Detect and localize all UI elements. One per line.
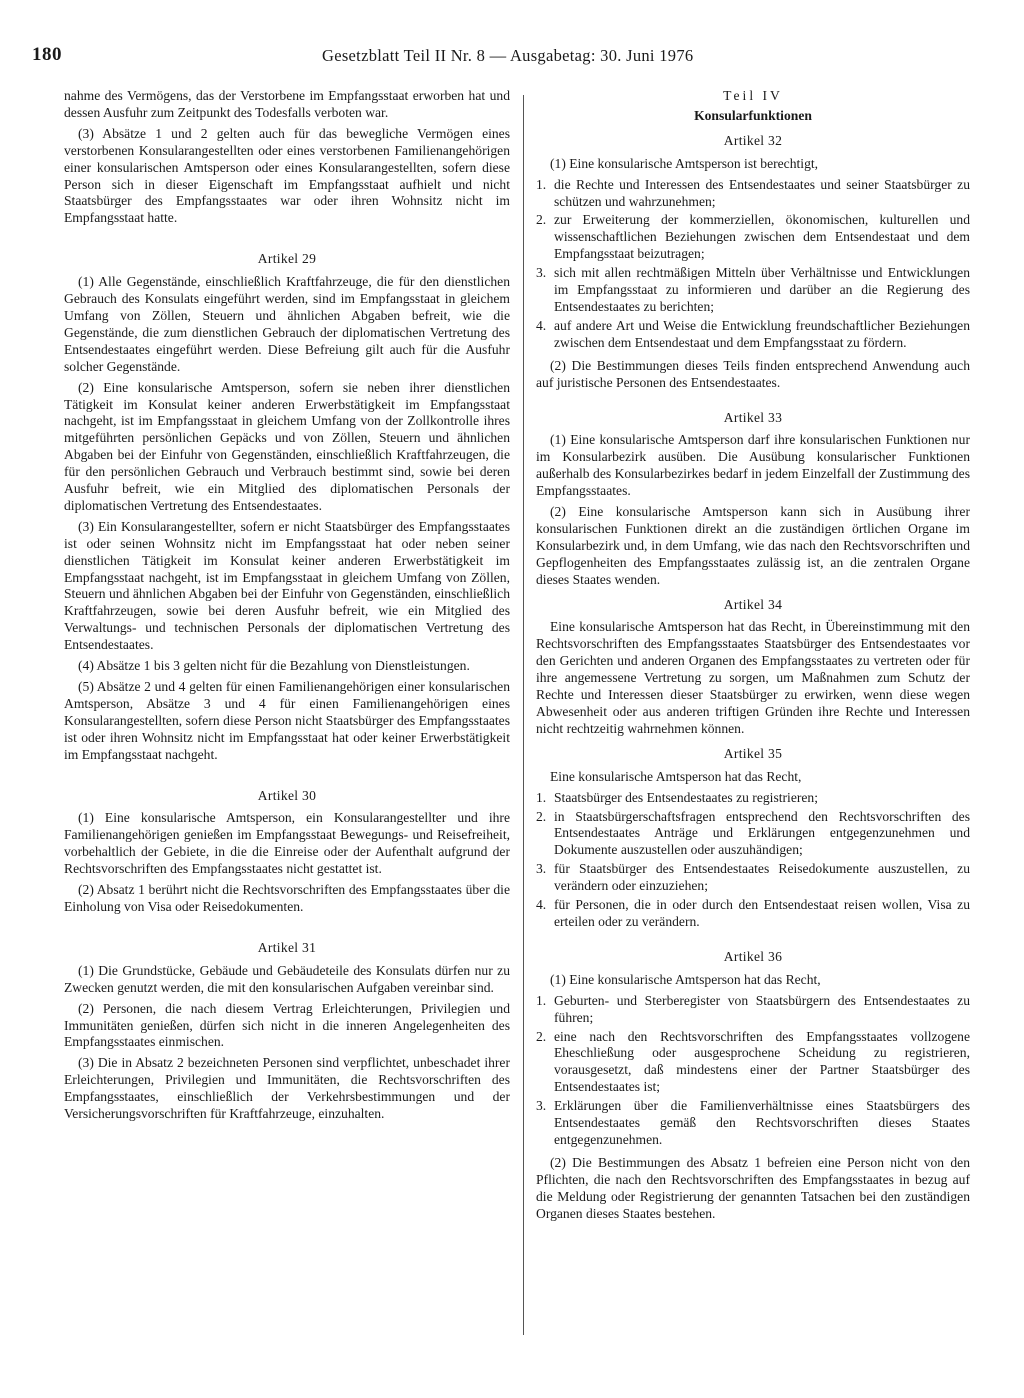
list-item-number: 2. — [536, 212, 547, 228]
paragraph: (3) Die in Absatz 2 bezeichneten Personen sind verpflichtet, unbeschadet ihrer Erleichterungen, Privilegien und Immunitäten, die Rechtsvorschriften des Empfangsstaates, einschließlich der Verkehrsbestimmungen und der Versicherungsvorschriften für Kraftfahrzeuge, einzuhalten. — [64, 1055, 510, 1122]
paragraph: Eine konsularische Amtsperson hat das Recht, — [550, 768, 802, 784]
article-heading: Artikel 32 — [723, 132, 783, 148]
list-item-text: sich mit allen rechtmäßigen Mitteln über Verhältnisse und Entwicklungen im Empfangsstaat zu informieren und darüber an die Regierung des Entsendestaates zu berichten; — [554, 265, 970, 314]
list-item — [536, 809, 970, 860]
article-heading: Artikel 34 — [723, 596, 783, 612]
list-item-number: 3. — [536, 861, 547, 877]
list-item-text: die Rechte und Interessen des Entsendestaates und seiner Staatsbürger zu schützen und wahrzunehmen; — [554, 176, 970, 209]
page-number: 180 — [32, 44, 62, 65]
paragraph: (1) Eine konsularische Amtsperson, ein Konsularangestellter und ihre Familienangehörigen genießen im Empfangsstaat Bewegungs- und Reisefreiheit, vorbehaltlich der Gebiete, in die die Einreise oder der Aufenthalt aufgrund der Rechtsvorschriften des Empfangsstaates nicht gestattet ist. — [64, 810, 510, 877]
list-item-number: 2. — [536, 1028, 547, 1044]
paragraph: (2) Die Bestimmungen des Absatz 1 befreien eine Person nicht von den Pflichten, die nach den Rechtsvorschriften des Empfangsstaates in bezug auf die Meldung oder Registrierung der genannten Tatsachen bei den zuständigen Organen dieses Staates bestehen. — [536, 1154, 970, 1221]
list-item-number: 3. — [536, 1098, 547, 1114]
article-heading: Artikel 31 — [257, 939, 317, 955]
paragraph-continuation: nahme des Vermögens, das der Verstorbene im Empfangsstaat erworben hat und dessen Ausfuhr zum Zeitpunkt des Todesfalls verboten war. — [64, 88, 510, 120]
list-item-number: 3. — [536, 265, 547, 281]
paragraph: (1) Eine konsularische Amtsperson hat das Recht, — [550, 971, 821, 987]
article-heading: Artikel 36 — [723, 948, 783, 964]
list-item — [536, 897, 970, 931]
column-divider — [523, 95, 524, 1335]
list-item-text: in Staatsbürgerschaftsfragen entsprechend den Rechtsvorschriften des Entsendestaates Anträge und Erklärungen entgegenzunehmen und Dokumente auszustellen oder auszuhändigen; — [554, 808, 970, 858]
list-item-text: für Personen, die in oder durch den Entsendestaat reisen wollen, Visa zu erteilen oder zu verändern. — [554, 897, 970, 929]
list-item-text: zur Erweiterung der kommerziellen, ökonomischen, kulturellen und wissenschaftlichen Beziehungen zwischen dem Entsendestaat und dem Empfangsstaat beizutragen; — [554, 212, 970, 262]
paragraph: (5) Absätze 2 und 4 gelten für einen Familienangehörigen einer konsularischen Amtsperson, Absätze 3 und 4 für einen Familienangehörigen eines Konsularangestellten, sofern diese Person nicht Staatsbürger des Empfangsstaates ist oder ihren Wohnsitz nicht im Empfangsstaat hat oder keiner Erwerbstätigkeit im Empfangsstaat nachgeht. — [64, 679, 510, 762]
left-column — [64, 88, 510, 1127]
paragraph: Eine konsularische Amtsperson hat das Recht, in Übereinstimmung mit den Rechtsvorschriften des Empfangsstaates Staatsbürger des Entsendestaates vor den Gerichten und anderen Organen des Empfangsstaates zu vertreten oder für ihre angemessene Vertretung zu sorgen, um Maßnahmen zum Schutz der Rechte und Interessen dieser Staatsbürger zu erwirken, wenn diese wegen Abwesenheit oder aus anderen triftigen Gründen ihre Rechte und Interessen nicht rechtzeitig wahrnehmen können. — [536, 619, 970, 736]
list-item — [536, 212, 970, 263]
list-item — [536, 265, 970, 316]
list-item — [536, 861, 970, 895]
list-item — [536, 790, 970, 807]
paragraph: (1) Eine konsularische Amtsperson darf ihre konsularischen Funktionen nur im Konsularbezirk ausüben. Die Ausübung konsularischer Funktionen außerhalb des Konsularbezirkes bedarf in jedem Einzelfall der Zustimmung des Empfangsstaates. — [536, 432, 970, 499]
article-heading: Artikel 33 — [723, 409, 783, 425]
list-item-text: Staatsbürger des Entsendestaates zu registrieren; — [554, 789, 818, 805]
paragraph: (2) Absatz 1 berührt nicht die Rechtsvorschriften des Empfangsstaates über die Einholung von Visa oder Reisedokumenten. — [64, 882, 510, 914]
article-heading: Artikel 29 — [257, 251, 317, 267]
list-item-text: eine nach den Rechtsvorschriften des Empfangsstaates vollzogene Eheschließung oder ausgesprochene Scheidung zu registrieren, vorausgesetzt, daß mindestens einer der Partner Staatsbürger des Entsendestaates ist; — [554, 1028, 970, 1095]
paragraph: (2) Eine konsularische Amtsperson kann sich in Ausübung ihrer konsularischen Funktionen direkt an die zuständigen örtlichen Organe im Konsularbezirk und, in dem Umfang, wie das nach den Rechtsvorschriften und Gepflogenheiten des Empfangsstaates zulässig ist, an die zentralen Organe dieses Staates wenden. — [536, 504, 970, 587]
list-item-number: 4. — [536, 897, 547, 913]
list-item-number: 1. — [536, 176, 547, 192]
paragraph: (4) Absätze 1 bis 3 gelten nicht für die Bezahlung von Dienstleistungen. — [78, 658, 470, 674]
list-item — [536, 1098, 970, 1149]
paragraph: (2) Personen, die nach diesem Vertrag Erleichterungen, Privilegien und Immunitäten genießen, dürfen sich nicht in die inneren Angelegenheiten des Empfangsstaates einmischen. — [64, 1000, 510, 1050]
paragraph: (3) Absätze 1 und 2 gelten auch für das bewegliche Vermögen eines verstorbenen Konsularangestellten oder eines verstorbenen Familienangehörigen einer konsularischen Amtsperson oder eines Konsularangestellten, sofern diese Person sich in dieser Eigenschaft im Empfangsstaat aufhielt und nicht Staatsbürger des Empfangsstaates war oder ihren Wohnsitz nicht im Empfangsstaat hatte. — [64, 125, 510, 226]
list-item — [536, 177, 970, 211]
list-item-text: Erklärungen über die Familienverhältnisse eines Staatsbürgers des Entsendestaates gemäß den Rechtsvorschriften dieses Staates entgegenzunehmen. — [554, 1098, 970, 1147]
paragraph: (1) Eine konsularische Amtsperson ist berechtigt, — [550, 155, 819, 171]
paragraph: (1) Alle Gegenstände, einschließlich Kraftfahrzeuge, die für den dienstlichen Gebrauch des Konsulats eingeführt werden, sind im Empfangsstaat in gleichem Umfang von Zöllen, Steuern und ähnlichen Abgaben befreit, wie die Gegenstände, die zum dienstlichen Gebrauch der diplomatischen Vertretung des Entsendestaates eingeführt werden. Diese Befreiung gilt auch für die Ausfuhr solcher Gegenstände. — [64, 274, 510, 374]
list-item-number: 2. — [536, 808, 547, 824]
list-item-number: 1. — [536, 992, 547, 1008]
list-item-text: auf andere Art und Weise die Entwicklung freundschaftlicher Beziehungen zwischen dem Entsendestaat und dem Empfangsstaat zu fördern. — [554, 317, 970, 350]
list-item-number: 4. — [536, 317, 547, 333]
paragraph: (2) Eine konsularische Amtsperson, sofern sie neben ihrer dienstlichen Tätigkeit im Konsulat keiner anderen Erwerbstätigkeit im Empfangsstaat nachgeht, ist im Empfangsstaat in gleichem Umfang von der Zollkontrolle ihres mitgeführten persönlichen Gepäcks und von Zöllen, Steuern und ähnlichen Abgaben bei der Einfuhr von Gegenständen, einschließlich Kraftfahrzeugen, die für den persönlichen Gebrauch und Verbrauch bestimmt sind, sowie bei deren Ausfuhr befreit, wie ein Mitglied des diplomatischen Personals der diplomatischen Vertretung des Entsendestaates. — [64, 379, 510, 513]
part-label: Teil IV — [723, 88, 783, 103]
paragraph: (2) Die Bestimmungen dieses Teils finden entsprechend Anwendung auch auf juristische Personen des Entsendestaates. — [536, 357, 970, 390]
list-item-number: 1. — [536, 789, 547, 805]
paragraph: (3) Ein Konsularangestellter, sofern er nicht Staatsbürger des Empfangsstaates ist oder seinen Wohnsitz nicht im Empfangsstaat hat oder neben seiner dienstlichen Tätigkeit im Konsulat keiner anderen Erwerbstätigkeit im Empfangsstaat nachgeht, ist im Empfangsstaat in gleichem Umfang von Zöllen, Steuern und ähnlichen Abgaben bei der Einfuhr von Gegenständen, einschließlich Kraftfahrzeugen, sowie bei deren Ausfuhr befreit, wie ein Mitglied des Verwaltungs- und technischen Personals der diplomatischen Vertretung des Entsendestaates. — [64, 518, 510, 653]
article-heading: Artikel 35 — [723, 745, 783, 761]
list-item-text: für Staatsbürger des Entsendestaates Reisedokumente auszustellen, zu verändern oder einzuziehen; — [554, 861, 970, 894]
list-item-text: Geburten- und Sterberegister von Staatsbürgern des Entsendestaates zu führen; — [554, 992, 970, 1025]
page-header: Gesetzblatt Teil II Nr. 8 — Ausgabetag: 30. Juni 1976 — [322, 46, 694, 65]
part-title: Konsularfunktionen — [694, 107, 812, 123]
paragraph: (1) Die Grundstücke, Gebäude und Gebäudeteile des Konsulats dürfen nur zu Zwecken genutzt werden, die mit den konsularischen Aufgaben vereinbar sind. — [64, 962, 510, 995]
list-item — [536, 993, 970, 1027]
right-column — [536, 88, 970, 1226]
list-item — [536, 1029, 970, 1097]
article-heading: Artikel 30 — [257, 787, 317, 803]
list-item — [536, 318, 970, 352]
